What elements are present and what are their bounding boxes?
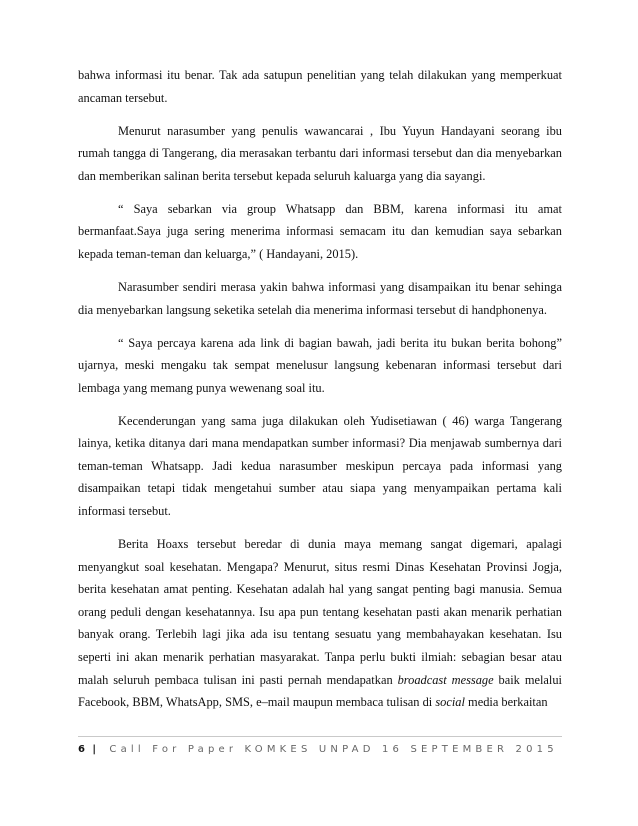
italic-term: broadcast message xyxy=(397,672,494,687)
paragraph: Narasumber sendiri merasa yakin bahwa informasi yang disampaikan itu benar sehinga dia menyebarkan langsung seketika setelah dia menerima informasi tersebut di handphonenya. xyxy=(78,279,562,317)
page-number: 6 xyxy=(78,744,85,755)
italic-term: social xyxy=(435,695,465,710)
paragraph: Berita Hoaxs tersebut beredar di dunia maya memang sangat digemari, apalagi menyangkut soal kesehatan. Mengapa? Menurut, situs resmi Dinas Kesehatan Provinsi Jogja, berita kesehatan amat penting. Kesehatan adalah hal yang sangat penting bagi manusia. Semua orang peduli dengan kesehatannya. Isu apa pun tentang kesehatan pasti akan menarik perhatian banyak orang. Terlebih lagi jika ada isu tentang sesuatu yang membahayakan kesehatan. Isu seperti ini akan menarik perhatian masyarakat. Tanpa perlu bukti ilmiah: sebagian besar atau malah seluruh pembaca tulisan ini pasti pernah mendapatkan broadcast message baik melalui Facebook, BBM, WhatsApp, SMS, e–mail maupun membaca tulisan di social media berkaitan xyxy=(78,537,562,710)
page-footer xyxy=(78,744,562,755)
paragraph: bahwa informasi itu benar. Tak ada satupun penelitian yang telah dilakukan yang memperkuat ancaman tersebut. xyxy=(78,68,562,105)
paragraph: Menurut narasumber yang penulis wawancarai , Ibu Yuyun Handayani seorang ibu rumah tangga di Tangerang, dia merasakan terbantu dari informasi tersebut dan dia menyebarkan dan memberikan salinan berita tersebut kepada seluruh kaluarga yang dia sayangi. xyxy=(78,123,562,183)
paragraph: Kecenderungan yang sama juga dilakukan oleh Yudisetiawan ( 46) warga Tangerang lainya, ketika ditanya dari mana mendapatkan sumber informasi? Dia menjawab sumbernya dari teman-teman Whatsapp. Jadi kedua narasumber meskipun percaya pada informasi yang disampaikan tetapi tidak mengetahui sumber atau siapa yang menyampaikan pertama kali informasi tersebut. xyxy=(78,413,562,519)
paragraph: “ Saya percaya karena ada link di bagian bawah, jadi berita itu bukan berita bohong” ujarnya, meski mengaku tak sempat menelusur langsung kebenaran informasi tersebut dari lembaga yang memang punya wewenang soal itu. xyxy=(78,335,562,395)
footer-separator: | xyxy=(92,744,97,755)
body-text xyxy=(78,64,562,724)
footer-divider xyxy=(78,736,562,737)
paragraph: “ Saya sebarkan via group Whatsapp dan BBM, karena informasi itu amat bermanfaat.Saya juga sering menerima informasi semacam itu dan kemudian saya sebarkan kepada teman-teman dan keluarga,” ( Handayani, 2015). xyxy=(78,201,562,261)
footer-text: Call For Paper KOMKES UNPAD 16 SEPTEMBER 2015 xyxy=(109,744,558,755)
